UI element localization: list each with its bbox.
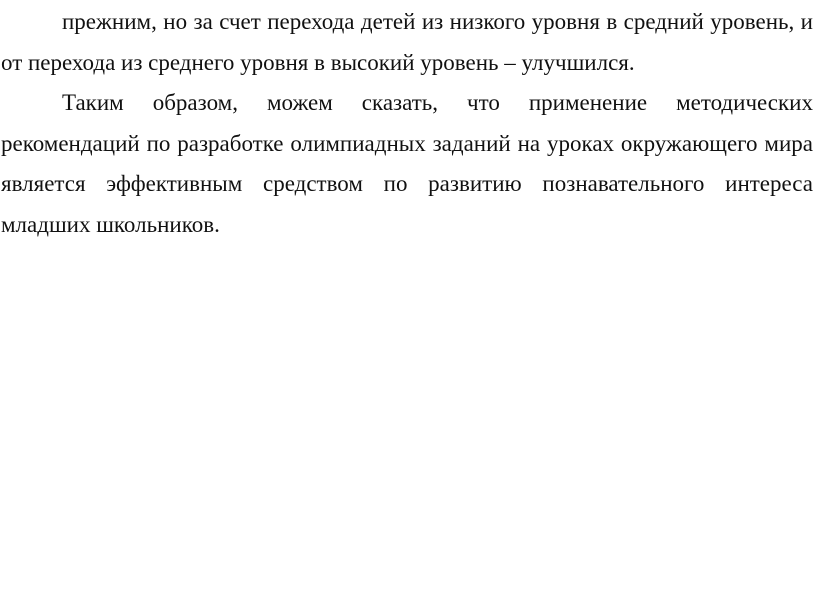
paragraph-continued: прежним, но за счет перехода детей из низкого уровня в средний уровень, и от перехода из среднего уровня в высокий уровень – улучшился. — [1, 9, 813, 75]
paragraph-conclusion: Таким образом, можем сказать, что применение методических рекомендаций по разработке олимпиадных заданий на уроках окружающего мира является эффективным средством по развитию познавательного интереса младших школьников. — [1, 90, 813, 237]
document-body — [1, 2, 813, 245]
